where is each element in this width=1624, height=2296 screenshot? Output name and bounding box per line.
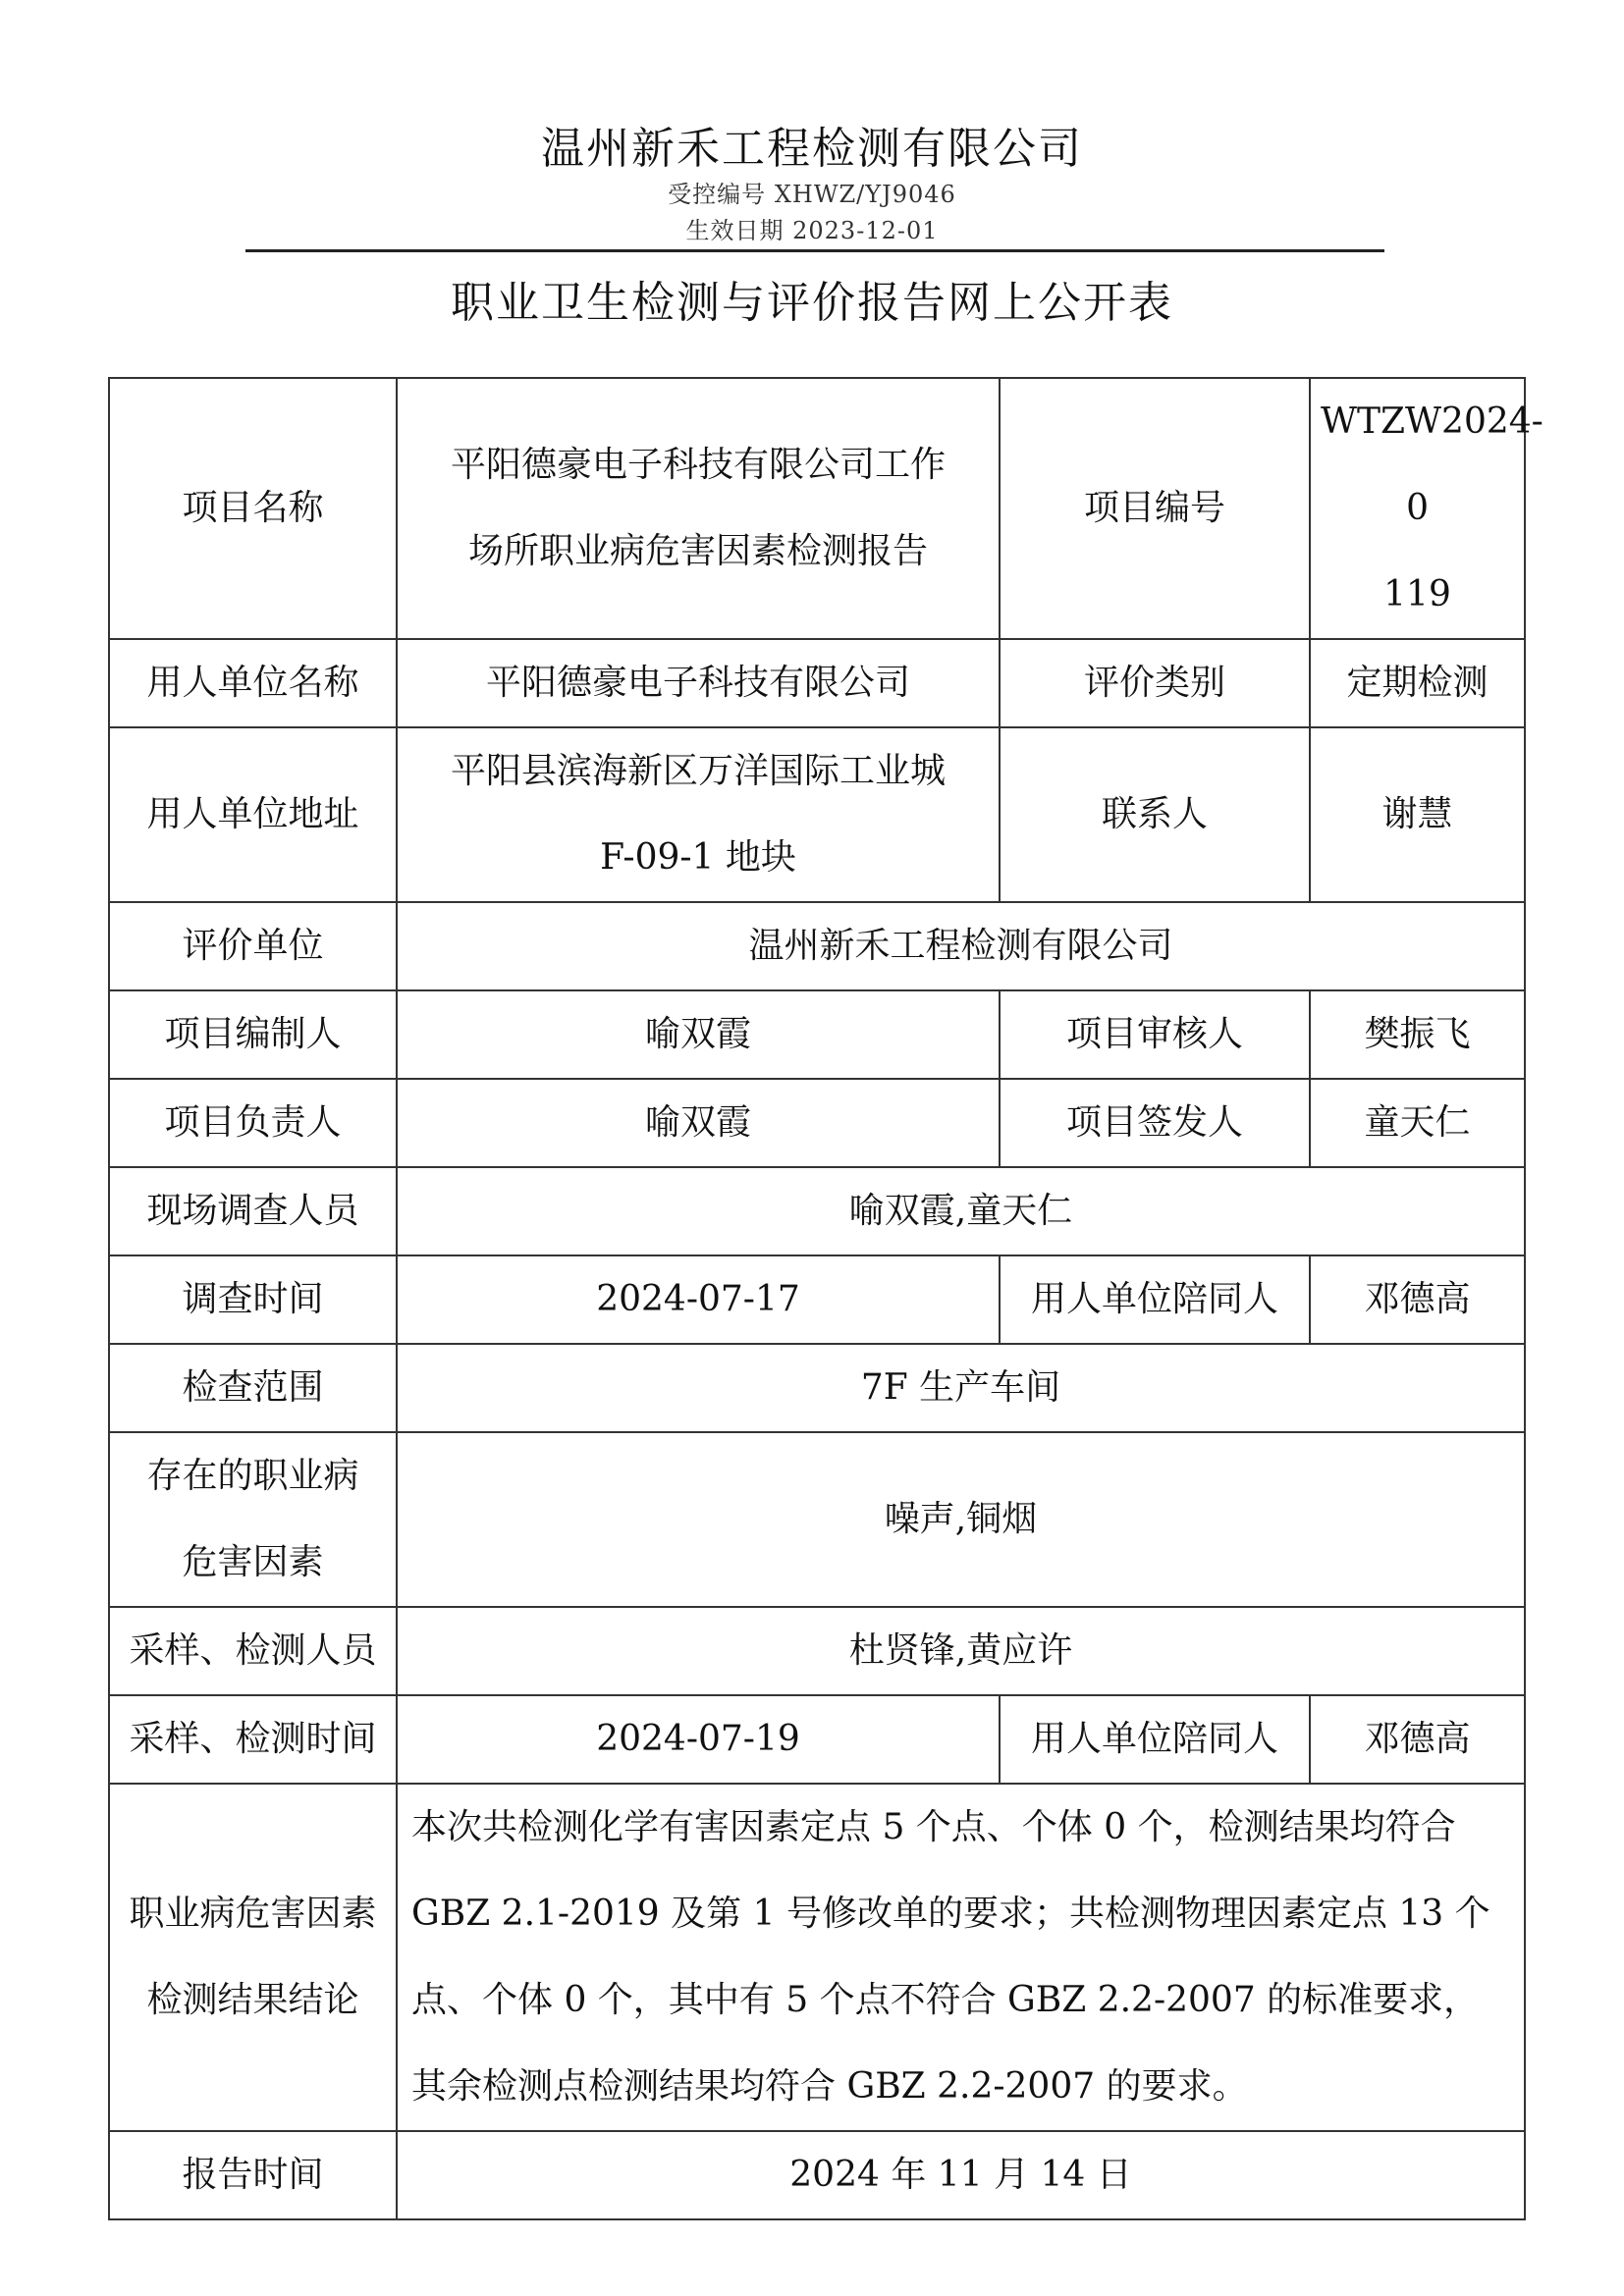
table-row: [109, 2131, 1525, 2219]
employer-address-label: 用人单位地址: [109, 727, 397, 902]
conclusion-label: 职业病危害因素检测结果结论: [109, 1784, 397, 2131]
eval-type-label: 评价类别: [1000, 639, 1310, 727]
table-row: [109, 1784, 1525, 2131]
project-no-cell: [1310, 378, 1543, 639]
project-name-line1: 平阳德豪电子科技有限公司工作: [450, 445, 946, 485]
project-name-line2: 场所职业病危害因素检测报告: [467, 531, 928, 571]
companion-label: 用人单位陪同人: [1000, 1255, 1310, 1344]
table-row: [109, 1167, 1525, 1255]
employer-address-line2: F-09-1 地块: [600, 837, 796, 878]
companion2-label: 用人单位陪同人: [1000, 1695, 1310, 1784]
project-name-cell: [397, 378, 1000, 639]
control-number: 受控编号 XHWZ/YJ9046: [668, 181, 956, 208]
table-row: [109, 1344, 1525, 1432]
hazards-label-line1: 存在的职业病: [146, 1456, 359, 1496]
scope: 7F 生产车间: [397, 1344, 1525, 1432]
eval-unit-label: 评价单位: [109, 902, 397, 990]
conclusion: 本次共检测化学有害因素定点 5 个点、个体 0 个，检测结果均符合 GBZ 2.1-2019 及第 1 号修改单的要求；共检测物理因素定点 13 个点、个体 0 个，其中有 5 个点不符合 GBZ 2.2-2007 的标准要求，其余检测点检测结果均符合 GBZ 2.2-2007 的要求。: [397, 1784, 1525, 2131]
companion: 邓德高: [1310, 1255, 1525, 1344]
compiler: 喻双霞: [397, 990, 1000, 1079]
table-row: [109, 727, 1525, 902]
table-row: [109, 1695, 1525, 1784]
header-divider: [245, 249, 1384, 252]
scope-label: 检查范围: [109, 1344, 397, 1432]
reviewer: 樊振飞: [1310, 990, 1525, 1079]
survey-staff-label: 现场调查人员: [109, 1167, 397, 1255]
employer-name-label: 用人单位名称: [109, 639, 397, 727]
issuer-label: 项目签发人: [1000, 1079, 1310, 1167]
sampling-staff-label: 采样、检测人员: [109, 1607, 397, 1695]
contact-label: 联系人: [1000, 727, 1310, 902]
project-name-label: 项目名称: [109, 378, 397, 639]
report-time-label: 报告时间: [109, 2131, 397, 2219]
project-no-line2: 119: [1383, 574, 1451, 614]
table-row: [109, 1432, 1525, 1607]
reviewer-label: 项目审核人: [1000, 990, 1310, 1079]
sampling-time: 2024-07-19: [397, 1695, 1000, 1784]
hazards-label-line2: 危害因素: [182, 1542, 324, 1582]
survey-time: 2024-07-17: [397, 1255, 1000, 1344]
company-name: 温州新禾工程检测有限公司: [541, 124, 1083, 174]
employer-name: 平阳德豪电子科技有限公司: [397, 639, 1000, 727]
leader: 喻双霞: [397, 1079, 1000, 1167]
employer-address-line1: 平阳县滨海新区万洋国际工业城: [450, 751, 946, 791]
hazards: 噪声,铜烟: [397, 1432, 1525, 1607]
table-row: [109, 378, 1525, 639]
project-no-line1: WTZW2024-0: [1321, 401, 1543, 528]
sampling-time-label: 采样、检测时间: [109, 1695, 397, 1784]
compiler-label: 项目编制人: [109, 990, 397, 1079]
table-row: [109, 990, 1525, 1079]
eval-unit: 温州新禾工程检测有限公司: [397, 902, 1525, 990]
contact: 谢慧: [1310, 727, 1525, 902]
disclosure-table: [108, 377, 1543, 2220]
companion2: 邓德高: [1310, 1695, 1525, 1784]
document-title: 职业卫生检测与评价报告网上公开表: [451, 278, 1173, 328]
project-no-label: 项目编号: [1000, 378, 1310, 639]
sampling-staff: 杜贤锋,黄应许: [397, 1607, 1525, 1695]
effective-date: 生效日期 2023-12-01: [685, 217, 939, 244]
employer-address-cell: [397, 727, 1000, 902]
table-row: [109, 1079, 1525, 1167]
report-time: 2024 年 11 月 14 日: [397, 2131, 1525, 2219]
eval-type: 定期检测: [1310, 639, 1525, 727]
table-row: [109, 1255, 1525, 1344]
leader-label: 项目负责人: [109, 1079, 397, 1167]
survey-staff: 喻双霞,童天仁: [397, 1167, 1525, 1255]
table-row: [109, 1607, 1525, 1695]
table-row: [109, 639, 1525, 727]
survey-time-label: 调查时间: [109, 1255, 397, 1344]
table-row: [109, 902, 1525, 990]
issuer: 童天仁: [1310, 1079, 1525, 1167]
hazards-label-cell: [109, 1432, 397, 1607]
